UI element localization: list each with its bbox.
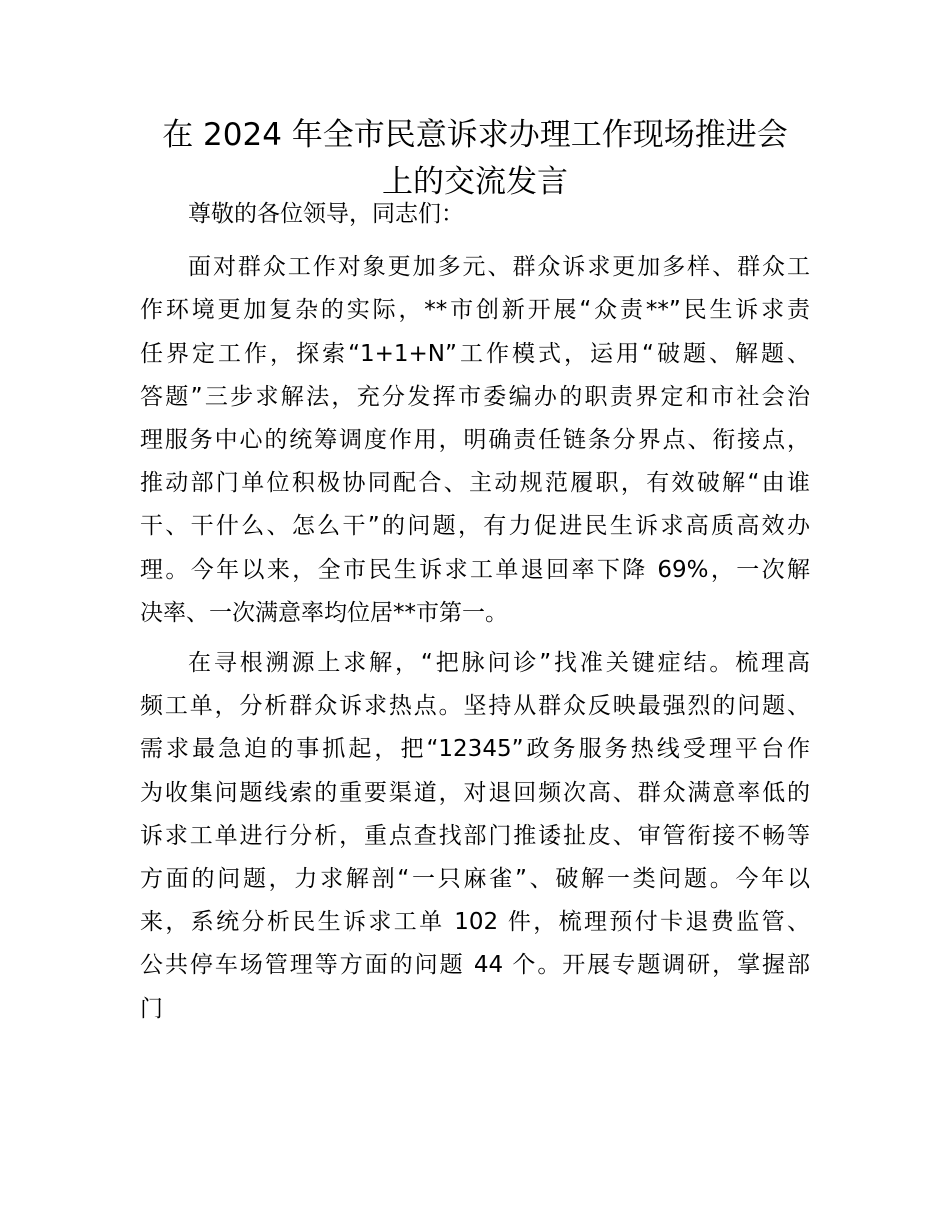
title-line: 在 2024 年全市民意诉求办理工作现场推进会 <box>162 117 788 153</box>
text-line: 来，系统分析民生诉求工单 102 件，梳理预付卡退费监管、 <box>140 909 810 936</box>
text-line: 面对群众工作对象更加多元、群众诉求更加多样、群众工 <box>188 254 810 281</box>
title-line: 上的交流发言 <box>382 164 568 200</box>
text-line: 作环境更加复杂的实际，**市创新开展“众责**”民生诉求责 <box>140 297 810 324</box>
text-line: 推动部门单位积极协同配合、主动规范履职，有效破解“由谁 <box>140 470 810 497</box>
text-line: 任界定工作，探索“1+1+N”工作模式，运用“破题、解题、 <box>140 340 810 367</box>
text-line: 方面的问题，力求解剖“一只麻雀”、破解一类问题。今年以 <box>140 866 810 893</box>
text-line: 理。今年以来，全市民生诉求工单退回率下降 69%，一次解 <box>140 556 810 583</box>
text-line: 需求最急迫的事抓起，把“12345”政务服务热线受理平台作 <box>140 736 810 763</box>
paragraph <box>140 642 810 1031</box>
text-line: 决率、一次满意率均位居**市第一。 <box>140 599 508 626</box>
document-title <box>140 112 810 206</box>
document-body <box>140 193 810 1038</box>
text-line: 为收集问题线索的重要渠道，对退回频次高、群众满意率低的 <box>140 779 810 806</box>
text-line: 在寻根溯源上求解，“把脉问诊”找准关键症结。梳理高 <box>188 650 810 677</box>
text-line: 干、干什么、怎么干”的问题，有力促进民生诉求高质高效办 <box>140 513 810 540</box>
text-line: 答题”三步求解法，充分发挥市委编办的职责界定和市社会治 <box>140 383 810 410</box>
text-line: 门 <box>140 995 163 1022</box>
text-line: 理服务中心的统筹调度作用，明确责任链条分界点、衔接点， <box>140 427 810 454</box>
text-line: 诉求工单进行分析，重点查找部门推诿扯皮、审管衔接不畅等 <box>140 822 810 849</box>
salutation: 尊敬的各位领导，同志们： <box>188 201 464 227</box>
paragraph <box>140 246 810 635</box>
text-line: 公共停车场管理等方面的问题 44 个。开展专题调研，掌握部 <box>140 952 810 979</box>
text-line: 频工单，分析群众诉求热点。坚持从群众反映最强烈的问题、 <box>140 693 810 720</box>
